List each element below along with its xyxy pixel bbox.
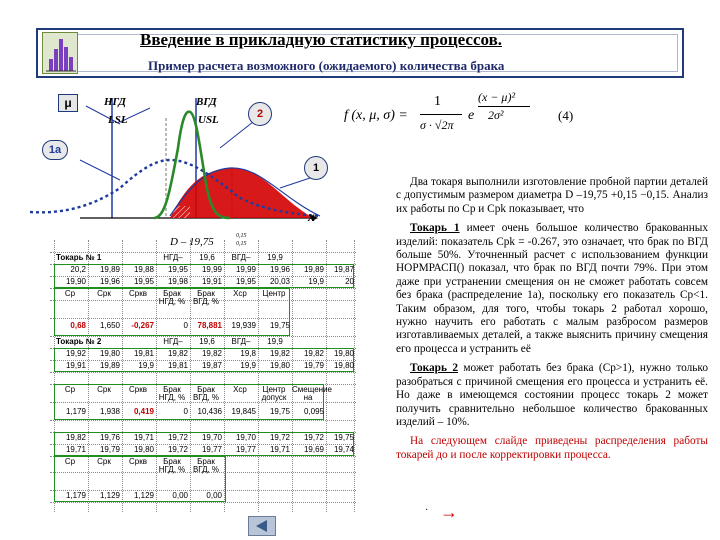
t2-vgd-value: 19,9	[267, 337, 283, 346]
t3-values-cell: 1,129	[133, 491, 154, 500]
t3-values-cell: 0,00	[172, 491, 188, 500]
t1-values-cell: 1,650	[99, 321, 120, 330]
t1-row1-cell: 20,2	[70, 265, 86, 274]
t2-values-cell: 0	[183, 407, 188, 416]
turner2-text: может работать без брака (Cp>1), нужно только разобраться с причиной смещения его процесса и устранить её. Но даже в имеющемся состоянии процесс токарь 2 может получить сравнительно небольшое количество бракованных изделий – 10%.	[396, 362, 708, 428]
t3-row2-cell: 19,71	[269, 445, 290, 454]
t2-values-cell: 0,419	[133, 407, 154, 416]
t2-row2-cell: 19,91	[65, 361, 86, 370]
t1-header-cell: Центр	[262, 289, 286, 298]
t1-row2-cell: 19,91	[201, 277, 222, 286]
t2-row2-cell: 19,81	[167, 361, 188, 370]
t1-row1-cell: 19,89	[99, 265, 120, 274]
turner2-heading: Токарь 2	[410, 362, 458, 375]
next-slide-note: На следующем слайде приведены распределения работы токарей до и после корректировки процесса.	[396, 435, 708, 461]
lsl-top-label: НГД	[104, 96, 126, 108]
t3-row1-cell: 19,72	[303, 433, 324, 442]
triangle-left-icon	[249, 517, 275, 535]
curve-1-fill	[170, 168, 310, 218]
dimension-label: D – 19,75 0,15 0,15	[170, 233, 247, 248]
x-axis-label: x	[308, 210, 315, 225]
t3-row1-cell: 19,70	[201, 433, 222, 442]
t1-row2-cell: 20,03	[269, 277, 290, 286]
t3-row2-cell: 19,79	[99, 445, 120, 454]
t1-values-cell: -0,267	[131, 321, 154, 330]
t3-header-cell: Сркв	[129, 457, 147, 466]
t1-row1-cell: 19,99	[201, 265, 222, 274]
formula-e: e	[468, 108, 475, 123]
formula-num1: 1	[434, 94, 441, 109]
t2-row2-cell: 19,87	[201, 361, 222, 370]
t2-header-cell: Сркв	[129, 385, 147, 394]
badge-1: 1	[304, 156, 328, 180]
t1-row1-cell: 19,99	[235, 265, 256, 274]
spreadsheet	[50, 233, 356, 512]
t1-header-cell: Брак ВГД, %	[192, 289, 220, 306]
badge-1a: 1а	[42, 140, 68, 160]
t3-row2-cell: 19,69	[303, 445, 324, 454]
usl-top-label: ВГД	[196, 96, 217, 108]
t1-values-cell: 0,68	[70, 321, 86, 330]
t3-header-cell: Срк	[97, 457, 111, 466]
t2-values-cell: 1,938	[99, 407, 120, 416]
t3-values-cell: 0,00	[206, 491, 222, 500]
t2-header-cell: Центр допуск	[261, 385, 287, 402]
t3-header-cell: Cp	[64, 457, 76, 466]
t1-values-cell: 78,881	[197, 321, 222, 330]
t1-row2-cell: 19,98	[167, 277, 188, 286]
badge-2: 2	[248, 102, 272, 126]
histogram-logo-icon	[42, 32, 78, 74]
turner1-text: имеет очень большое количество бракованных изделий: показатель Cpk = -0.267, это означает, что брак по ВГД больше 50%. Уточненный расчет с использованием функции НОРМРАСП() показал, что брак по ВГД почти 79%. При этом даже при устранении смещения он не сможет работать совсем без брака (распределение 1а), поскольку его показатель Cp<1. Таким образом, для того, чтобы токарь 2 работал хорошо, нужно научить его работать с малым разбросом размеров изготавливаемых деталей, а также выяснить причину смещения его процесса и устранить её	[396, 222, 708, 355]
t3-row1-cell: 19,76	[99, 433, 120, 442]
t2-row1-cell: 19,82	[201, 349, 222, 358]
turner2-paragraph	[396, 362, 708, 429]
t1-values-cell: 19,75	[269, 321, 290, 330]
mu-badge: μ	[58, 94, 78, 112]
t2-header-cell: Брак ВГД, %	[192, 385, 220, 402]
t3-row2-cell: 19,71	[65, 445, 86, 454]
t2-row1-cell: 19,92	[65, 349, 86, 358]
equation-number: (4)	[558, 108, 574, 123]
t2-row1-cell: 19,8	[240, 349, 256, 358]
t1-vgd-value: 19,9	[267, 253, 283, 262]
t2-row2-cell: 19,80	[333, 361, 354, 370]
turner1-title: Токарь № 1	[56, 253, 102, 262]
t1-ngd-value: 19,6	[199, 253, 215, 262]
footer-dot: ·	[425, 505, 429, 516]
explanation-text	[396, 176, 708, 468]
t2-vgd-label: ВГД–	[231, 337, 251, 346]
t3-row1-cell: 19,72	[269, 433, 290, 442]
t2-row1-cell: 19,80	[333, 349, 354, 358]
t1-values-cell: 19,939	[231, 321, 256, 330]
t2-ngd-value: 19,6	[199, 337, 215, 346]
t3-row1-cell: 19,75	[333, 433, 354, 442]
t3-row2-cell: 19,77	[201, 445, 222, 454]
t1-row2-cell: 19,90	[65, 277, 86, 286]
t1-row2-cell: 19,96	[99, 277, 120, 286]
t2-values-cell: 19,845	[231, 407, 256, 416]
turner1-paragraph	[396, 222, 708, 356]
next-slide-arrow-icon[interactable]: →	[440, 502, 458, 522]
t1-vgd-label: ВГД–	[231, 253, 251, 262]
t3-row1-cell: 19,71	[133, 433, 154, 442]
t2-row2-cell: 19,9	[240, 361, 256, 370]
t2-values-cell: 1,179	[65, 407, 86, 416]
t2-values-cell: 10,436	[197, 407, 222, 416]
t2-row1-cell: 19,82	[303, 349, 324, 358]
t3-row2-cell: 19,72	[167, 445, 188, 454]
t2-row1-cell: 19,82	[167, 349, 188, 358]
t2-row1-cell: 19,80	[99, 349, 120, 358]
t2-ngd-label: НГД–	[163, 337, 183, 346]
t3-header-cell: Брак ВГД, %	[192, 457, 220, 474]
formula-den2: 2σ²	[488, 108, 504, 122]
t1-header-cell: Брак НГД, %	[158, 289, 186, 306]
formula-lhs: f (x, μ, σ) =	[344, 108, 408, 123]
t1-header-cell: Сркв	[129, 289, 147, 298]
t3-row1-cell: 19,72	[167, 433, 188, 442]
t1-values-cell: 0	[183, 321, 188, 330]
t1-row2-cell: 19,95	[133, 277, 154, 286]
t2-header-cell: Cp	[64, 385, 76, 394]
turner2-title: Токарь № 2	[56, 337, 102, 346]
t3-row2-cell: 19,80	[133, 445, 154, 454]
t1-row2-cell: 19,95	[235, 277, 256, 286]
t1-header-cell: Xcp	[233, 289, 247, 298]
t2-row1-cell: 19,82	[269, 349, 290, 358]
normal-pdf-formula	[338, 92, 618, 142]
t2-row2-cell: 19,80	[269, 361, 290, 370]
t2-values-cell: 19,75	[269, 407, 290, 416]
t1-row2-cell: 20	[345, 277, 354, 286]
t2-row2-cell: 19,89	[99, 361, 120, 370]
t3-row2-cell: 19,74	[333, 445, 354, 454]
t2-row2-cell: 19,9	[138, 361, 154, 370]
t1-row1-cell: 19,88	[133, 265, 154, 274]
t3-row1-cell: 19,82	[65, 433, 86, 442]
t3-row1-cell: 19,70	[235, 433, 256, 442]
page-subtitle: Пример расчета возможного (ожидаемого) количества брака	[148, 58, 505, 73]
t2-row1-cell: 19,81	[133, 349, 154, 358]
turner1-heading: Токарь 1	[410, 222, 460, 235]
t2-header-cell: Xcp	[233, 385, 247, 394]
t1-row1-cell: 19,87	[333, 265, 354, 274]
t2-row2-cell: 19,79	[303, 361, 324, 370]
formula-den1: σ · √2π	[420, 118, 454, 132]
lsl-label: LSL	[108, 114, 128, 126]
page-title: Введение в прикладную статистику процессов.	[140, 30, 503, 49]
usl-label: USL	[198, 114, 219, 126]
t3-row2-cell: 19,77	[235, 445, 256, 454]
t1-header-cell: Cp	[64, 289, 76, 298]
prev-slide-button[interactable]	[248, 516, 276, 536]
intro-paragraph: Два токаря выполнили изготовление пробной партии деталей с допустимым размером диаметра D –19,75 +0,15 −0,15. Анализ их работы по Cp и Cpk показывает, что	[396, 176, 708, 215]
t3-header-cell: Брак НГД, %	[158, 457, 186, 474]
t1-ngd-label: НГД–	[163, 253, 183, 262]
formula-num2: (x − μ)²	[478, 90, 516, 104]
t1-row1-cell: 19,96	[269, 265, 290, 274]
t3-values-cell: 1,179	[65, 491, 86, 500]
t1-header-cell: Срк	[97, 289, 111, 298]
t2-header-cell: Смещение на	[292, 385, 333, 402]
t2-header-cell: Срк	[97, 385, 111, 394]
t3-values-cell: 1,129	[99, 491, 120, 500]
t2-values-cell: 0,095	[303, 407, 324, 416]
t1-row1-cell: 19,95	[167, 265, 188, 274]
t1-row2-cell: 19,9	[308, 277, 324, 286]
t2-header-cell: Брак НГД, %	[158, 385, 186, 402]
t1-row1-cell: 19,89	[303, 265, 324, 274]
